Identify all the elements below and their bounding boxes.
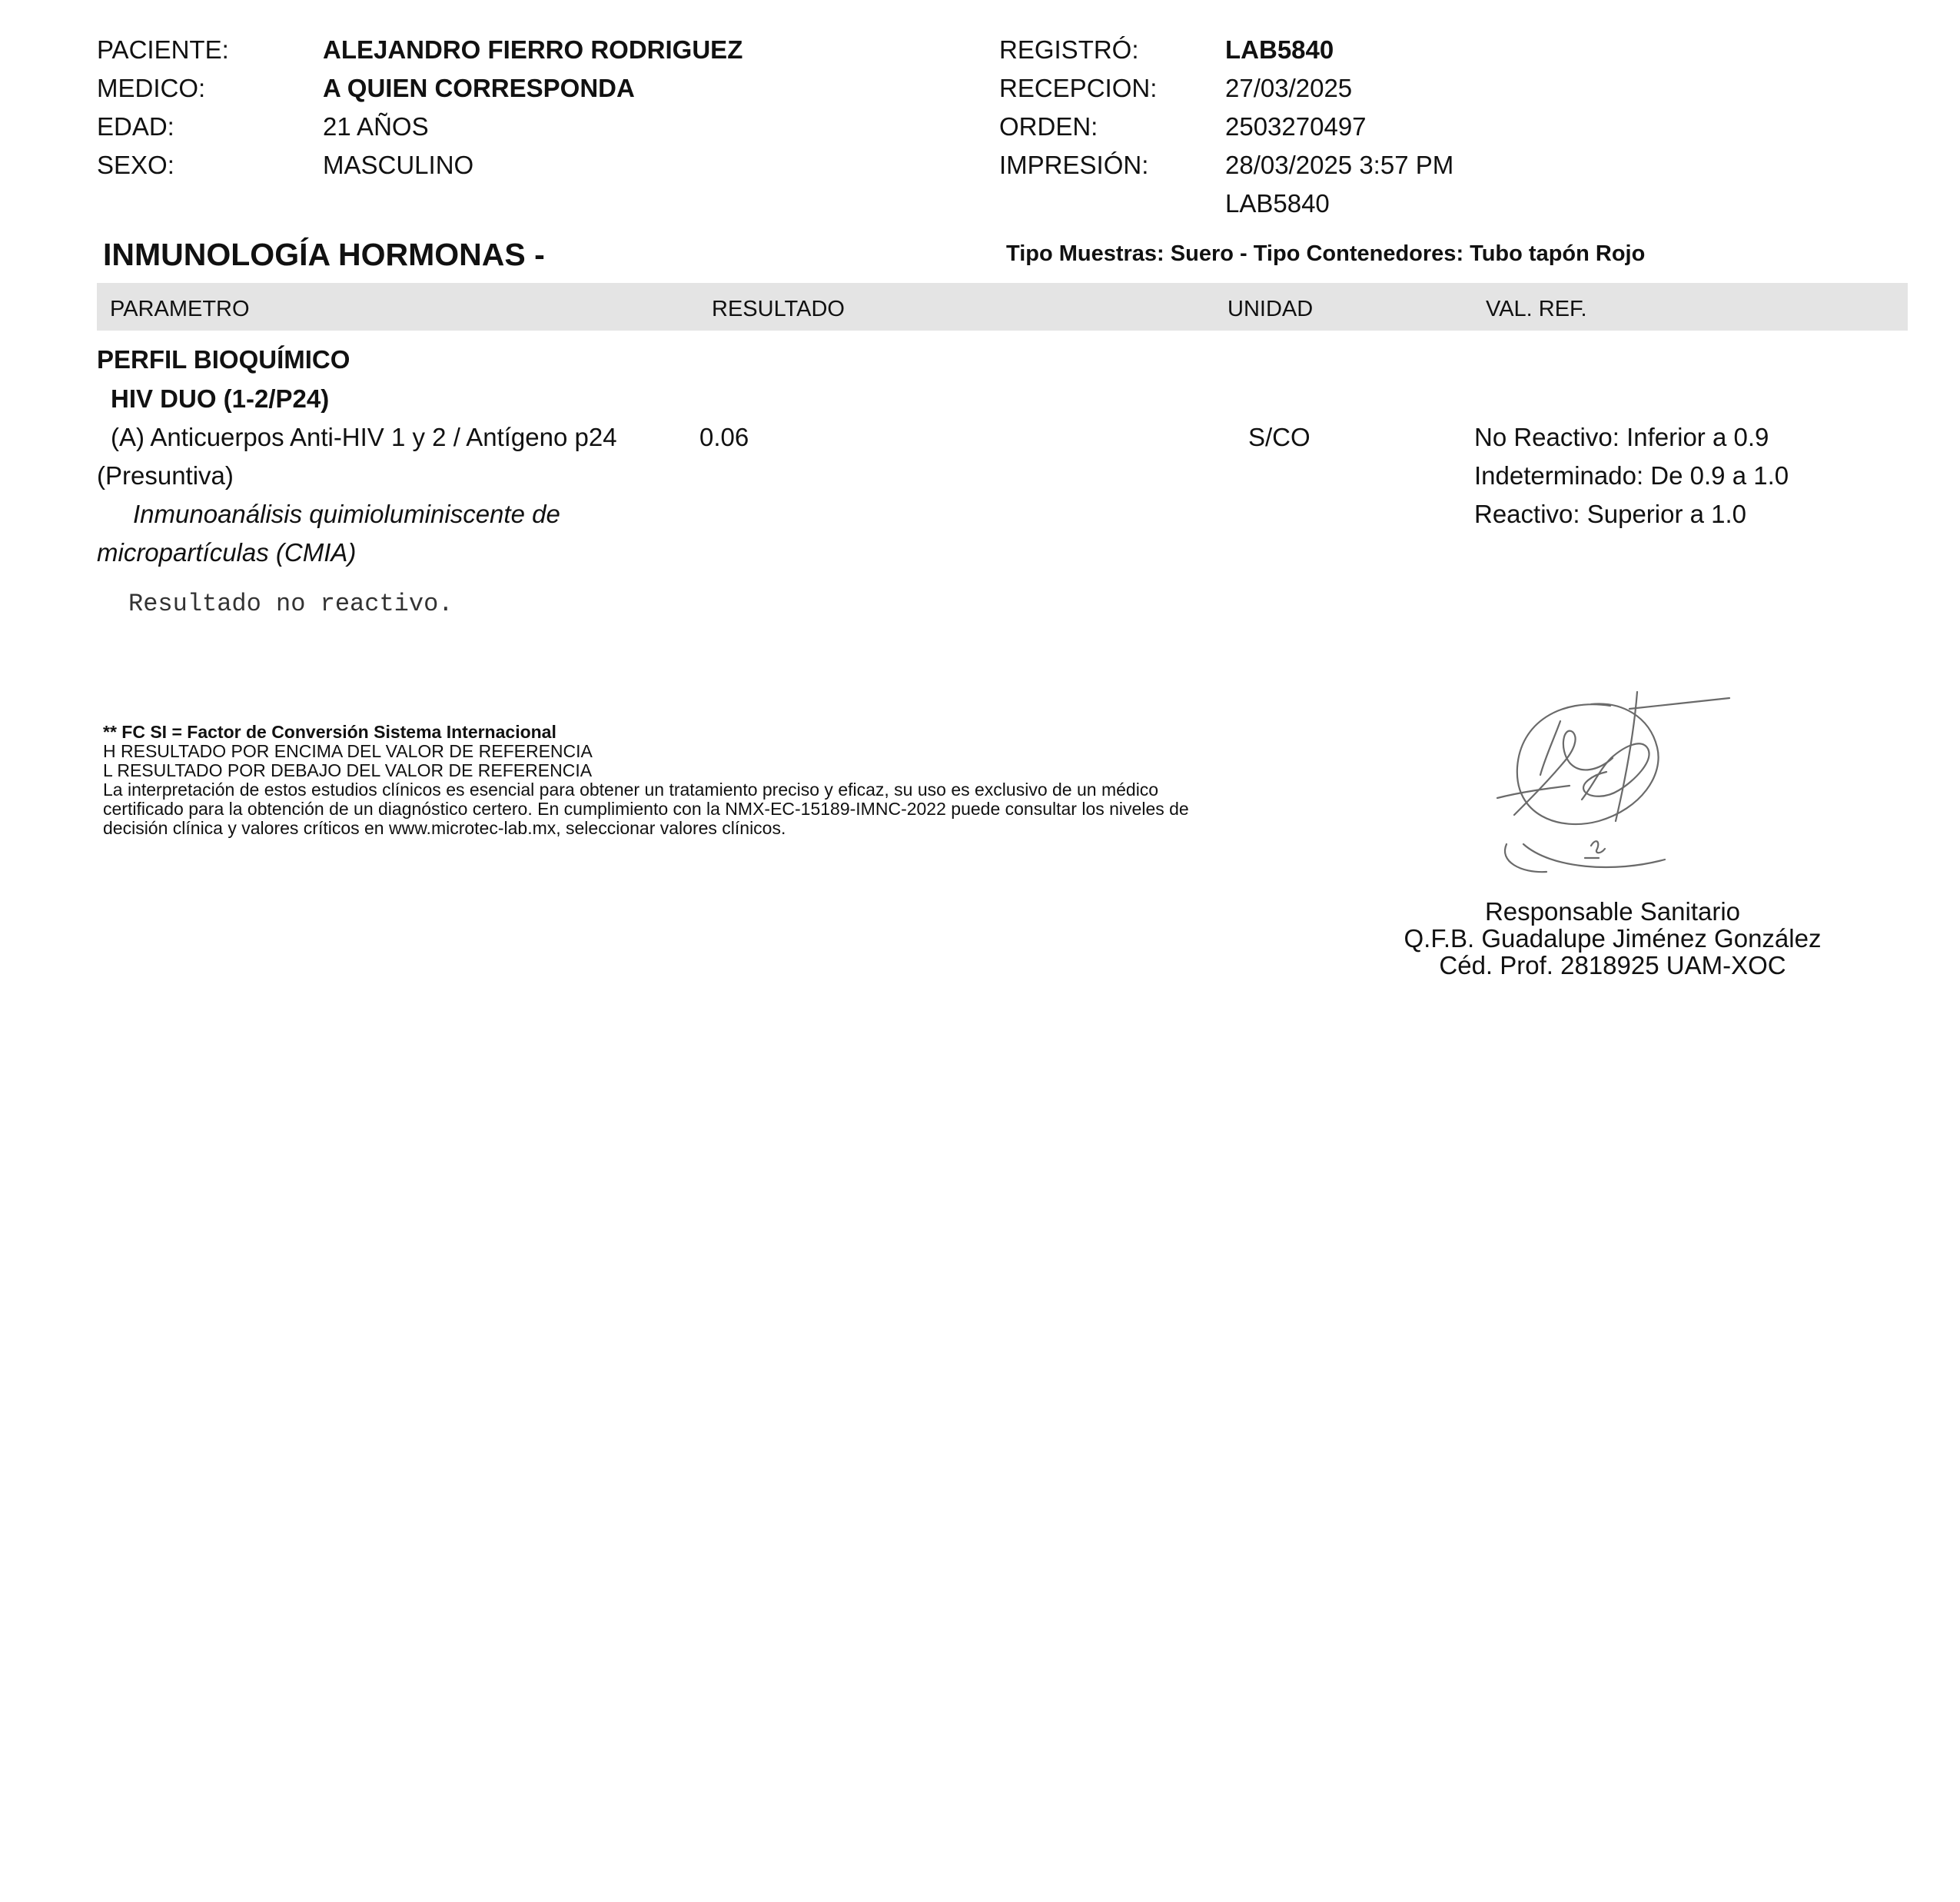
paciente-label: PACIENTE: <box>97 35 229 64</box>
method-line-2: micropartículas (CMIA) <box>97 538 357 567</box>
paciente-value: ALEJANDRO FIERRO RODRIGUEZ <box>323 35 743 64</box>
column-val-ref: VAL. REF. <box>1486 297 1587 321</box>
ref-range-line: Indeterminado: De 0.9 a 1.0 <box>1474 461 1789 490</box>
edad-value: 21 AÑOS <box>323 112 429 141</box>
result-comment: Resultado no reactivo. <box>128 590 453 618</box>
sexo-label: SEXO: <box>97 151 174 179</box>
footnote-h: H RESULTADO POR ENCIMA DEL VALOR DE REFERENCIA <box>103 741 593 761</box>
footnote-interpretation-3: decisión clínica y valores críticos en www.microtec-lab.mx, seleccionar valores clínicos. <box>103 818 786 838</box>
footnote-interpretation-2: certificado para la obtención de un diagnóstico certero. En cumplimiento con la NMX-EC-15189-IMNC-2022 puede consultar los niveles de <box>103 799 1189 819</box>
footnote-interpretation-1: La interpretación de estos estudios clínicos es esencial para obtener un tratamiento preciso y eficaz, su uso es exclusivo de un médico <box>103 780 1159 800</box>
parameter-name: (A) Anticuerpos Anti-HIV 1 y 2 / Antígeno p24 <box>111 423 617 451</box>
column-parametro: PARAMETRO <box>110 297 250 321</box>
registro-label: REGISTRÓ: <box>999 35 1139 64</box>
ref-range-line: No Reactivo: Inferior a 0.9 <box>1474 423 1769 451</box>
ref-range-line: Reactivo: Superior a 1.0 <box>1474 500 1747 528</box>
recepcion-value: 27/03/2025 <box>1225 74 1353 102</box>
signature-name: Q.F.B. Guadalupe Jiménez González <box>1404 924 1822 953</box>
medico-value: A QUIEN CORRESPONDA <box>323 74 635 102</box>
sexo-value: MASCULINO <box>323 151 474 179</box>
test-name: HIV DUO (1-2/P24) <box>111 384 330 413</box>
impresion-user: LAB5840 <box>1225 189 1330 218</box>
registro-value: LAB5840 <box>1225 35 1334 64</box>
handwritten-signature <box>1483 684 1737 876</box>
parameter-name-cont: (Presuntiva) <box>97 461 234 490</box>
signature-license: Céd. Prof. 2818925 UAM-XOC <box>1439 951 1786 979</box>
result-value: 0.06 <box>699 423 749 451</box>
medico-label: MEDICO: <box>97 74 206 102</box>
edad-label: EDAD: <box>97 112 174 141</box>
column-header-bar <box>97 283 1908 331</box>
footnote-fc: ** FC SI = Factor de Conversión Sistema Internacional <box>103 722 556 742</box>
impresion-value: 28/03/2025 3:57 PM <box>1225 151 1454 179</box>
orden-value: 2503270497 <box>1225 112 1367 141</box>
method-line-1: Inmunoanálisis quimioluminiscente de <box>133 500 560 528</box>
recepcion-label: RECEPCION: <box>999 74 1158 102</box>
sample-type: Tipo Muestras: Suero - Tipo Contenedores: Tubo tapón Rojo <box>1006 241 1646 266</box>
orden-label: ORDEN: <box>999 112 1098 141</box>
footnote-l: L RESULTADO POR DEBAJO DEL VALOR DE REFERENCIA <box>103 760 593 780</box>
profile-heading: PERFIL BIOQUÍMICO <box>97 345 350 374</box>
impresion-label: IMPRESIÓN: <box>999 151 1149 179</box>
column-unidad: UNIDAD <box>1227 297 1314 321</box>
section-title: INMUNOLOGÍA HORMONAS - <box>103 237 545 272</box>
column-resultado: RESULTADO <box>712 297 845 321</box>
signature-role: Responsable Sanitario <box>1484 897 1741 926</box>
result-unit: S/CO <box>1248 423 1311 451</box>
